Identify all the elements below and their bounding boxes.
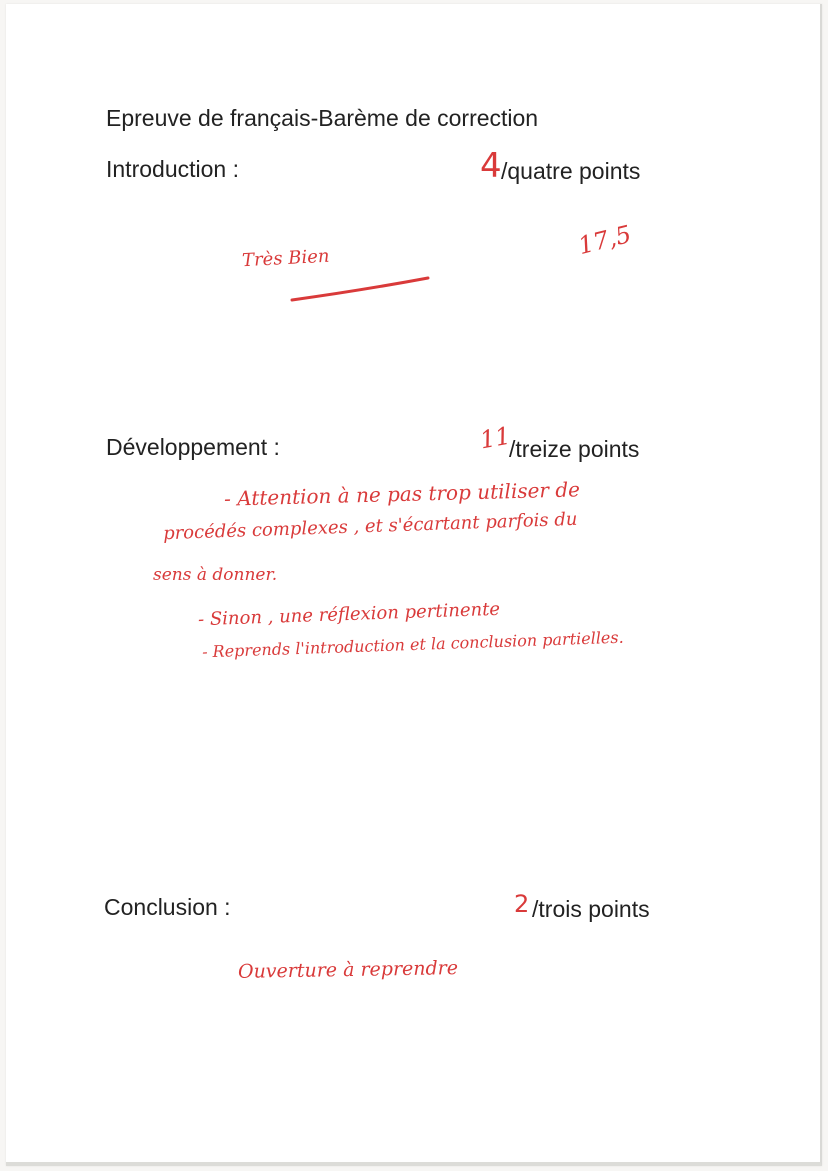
conclusion-score-handwritten: 2	[514, 890, 530, 918]
developpement-comment-line-4: - Sinon , une réflexion pertinente	[197, 598, 501, 631]
introduction-comment: Très Bien	[241, 245, 330, 272]
document-title: Epreuve de français-Barème de correction	[106, 105, 539, 131]
developpement-comment-line-3: sens à donner.	[153, 565, 278, 585]
developpement-comment-line-5: - Reprends l'introduction et la conclusion partielles.	[201, 627, 624, 662]
developpement-score-handwritten: 11	[477, 421, 513, 455]
developpement-max-points: /treize points	[509, 436, 640, 462]
introduction-score-handwritten: 4	[480, 146, 502, 186]
developpement-label: Développement :	[106, 434, 280, 460]
developpement-comment-line-1: - Attention à ne pas trop utiliser de	[223, 477, 581, 511]
conclusion-max-points: /trois points	[532, 896, 650, 922]
introduction-label: Introduction :	[106, 156, 239, 182]
exam-sheet	[6, 4, 822, 1166]
introduction-underline	[290, 276, 440, 306]
introduction-max-points: /quatre points	[501, 158, 641, 184]
total-score-handwritten: 17,5	[575, 219, 635, 261]
conclusion-comment: Ouverture à reprendre	[237, 957, 459, 983]
developpement-comment-line-2: procédés complexes , et s'écartant parfois du	[162, 508, 578, 545]
conclusion-label: Conclusion :	[104, 894, 231, 920]
